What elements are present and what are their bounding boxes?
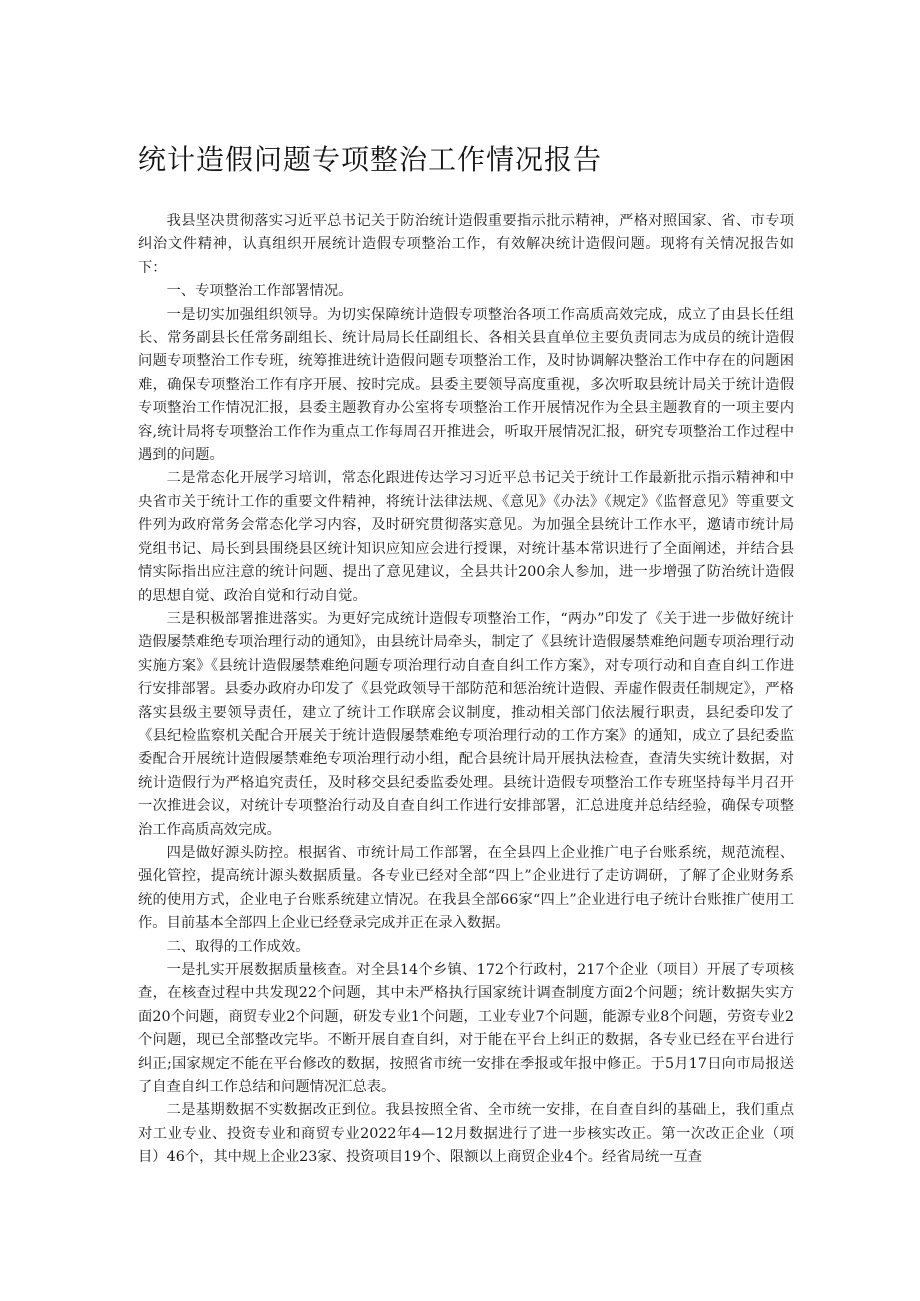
report-page	[138, 140, 794, 1170]
paragraph-source-control: 四是做好源头防控。根据省、市统计局工作部署，在全县四上企业推广电子台账系统，规范流程、强化管控，提高统计源头数据质量。各专业已经对全部“四上”企业进行了走访调研，了解了企业财务系统的使用方式，企业电子台账系统建立情况。在我县全部66家“四上”企业进行电子统计台账推广使用工作。目前基本全部四上企业已经登录完成并正在录入数据。	[138, 844, 794, 932]
section-heading-results: 二、取得的工作成效。	[166, 938, 310, 955]
paragraph-organization-leadership: 一是切实加强组织领导。为切实保障统计造假专项整治各项工作高质高效完成，成立了由县长任组长、常务副县长任常务副组长、统计局局长任副组长、各相关县直单位主要负责同志为成员的统计造假问题专项整治工作专班，统筹推进统计造假问题专项整治工作，及时协调解决整治工作中存在的问题困难，确保专项整治工作有序开展、按时完成。县委主要领导高度重视，多次听取县统计局关于统计造假专项整治工作情况汇报，县委主题教育办公室将专项整治工作开展情况作为全县主题教育的一项主要内容,统计局将专项整治工作作为重点工作每周召开推进会，听取开展情况汇报，研究专项整治工作过程中遇到的问题。	[138, 306, 794, 464]
paragraph-base-data-correction: 二是基期数据不实数据改正到位。我县按照全省、全市统一安排，在自查自纠的基础上，我们重点对工业专业、投资专业和商贸专业2022年4—12月数据进行了进一步核实改正。第一次改正企业（项目）46个，其中规上企业23家、投资项目19个、限额以上商贸企业4个。经省局统一互查	[138, 1102, 794, 1166]
paragraph-data-quality-check: 一是扎实开展数据质量核查。对全县14个乡镇、172个行政村，217个企业（项目）开展了专项核查，在核查过程中共发现22个问题，其中未严格执行国家统计调查制度方面2个问题；统计数据失实方面20个问题，商贸专业2个问题，研发专业1个问题，工业专业7个问题，能源专业8个问题，劳资专业2个问题，现已全部整改完毕。不断开展自查自纠，对于能在平台上纠正的数据，各专业已经在平台进行纠正;国家规定不能在平台修改的数据，按照省市统一安排在季报或年报中修正。于5月17日向市局报送了自查自纠工作总结和问题情况汇总表。	[138, 962, 794, 1096]
section-heading-deployment: 一、专项整治工作部署情况。	[166, 283, 353, 300]
intro-paragraph: 我县坚决贯彻落实习近平总书记关于防治统计造假重要指示批示精神，严格对照国家、省、市专项纠治文件精神，认真组织开展统计造假专项整治工作，有效解决统计造假问题。现将有关情况报告如下：	[138, 213, 794, 276]
report-title: 统计造假问题专项整治工作情况报告	[138, 143, 603, 176]
paragraph-study-training: 二是常态化开展学习培训，常态化跟进传达学习习近平总书记关于统计工作最新批示指示精神和中央省市关于统计工作的重要文件精神，将统计法律法规、《意见》《办法》《规定》《监督意见》等重要文件列为政府常务会常态化学习内容，及时研究贯彻落实意见。为加强全县统计工作水平，邀请市统计局党组书记、局长到县围绕县区统计知识应知应会进行授课，对统计基本常识进行了全面阐述，并结合县情实际指出应注意的统计问题、提出了意见建议，全县共计200余人参加，进一步增强了防治统计造假的思想自觉、政治自觉和行动自觉。	[138, 470, 794, 604]
paragraph-deployment-implementation: 三是积极部署推进落实。为更好完成统计造假专项整治工作，“两办”印发了《关于进一步做好统计造假屡禁难绝专项治理行动的通知》，由县统计局牵头，制定了《县统计造假屡禁难绝问题专项治理行动实施方案》《县统计造假屡禁难绝问题专项治理行动自查自纠工作方案》，对专项行动和自查自纠工作进行安排部署。县委办政府办印发了《县党政领导干部防范和惩治统计造假、弄虚作假责任制规定》，严格落实县级主要领导责任，建立了统计工作联席会议制度，推动相关部门依法履行职责，县纪委印发了《县纪检监察机关配合开展关于统计造假屡禁难绝专项治理行动的工作方案》的通知，成立了县纪委监委配合开展统计造假屡禁难绝专项治理行动小组，配合县统计局开展执法检查，查清失实统计数据，对统计造假行为严格追究责任，及时移交县纪委监委处理。县统计造假专项整治工作专班坚持每半月召开一次推进会议，对统计专项整治行动及自查自纠工作进行安排部署，汇总进度并总结经验，确保专项整治工作高质高效完成。	[138, 610, 794, 838]
